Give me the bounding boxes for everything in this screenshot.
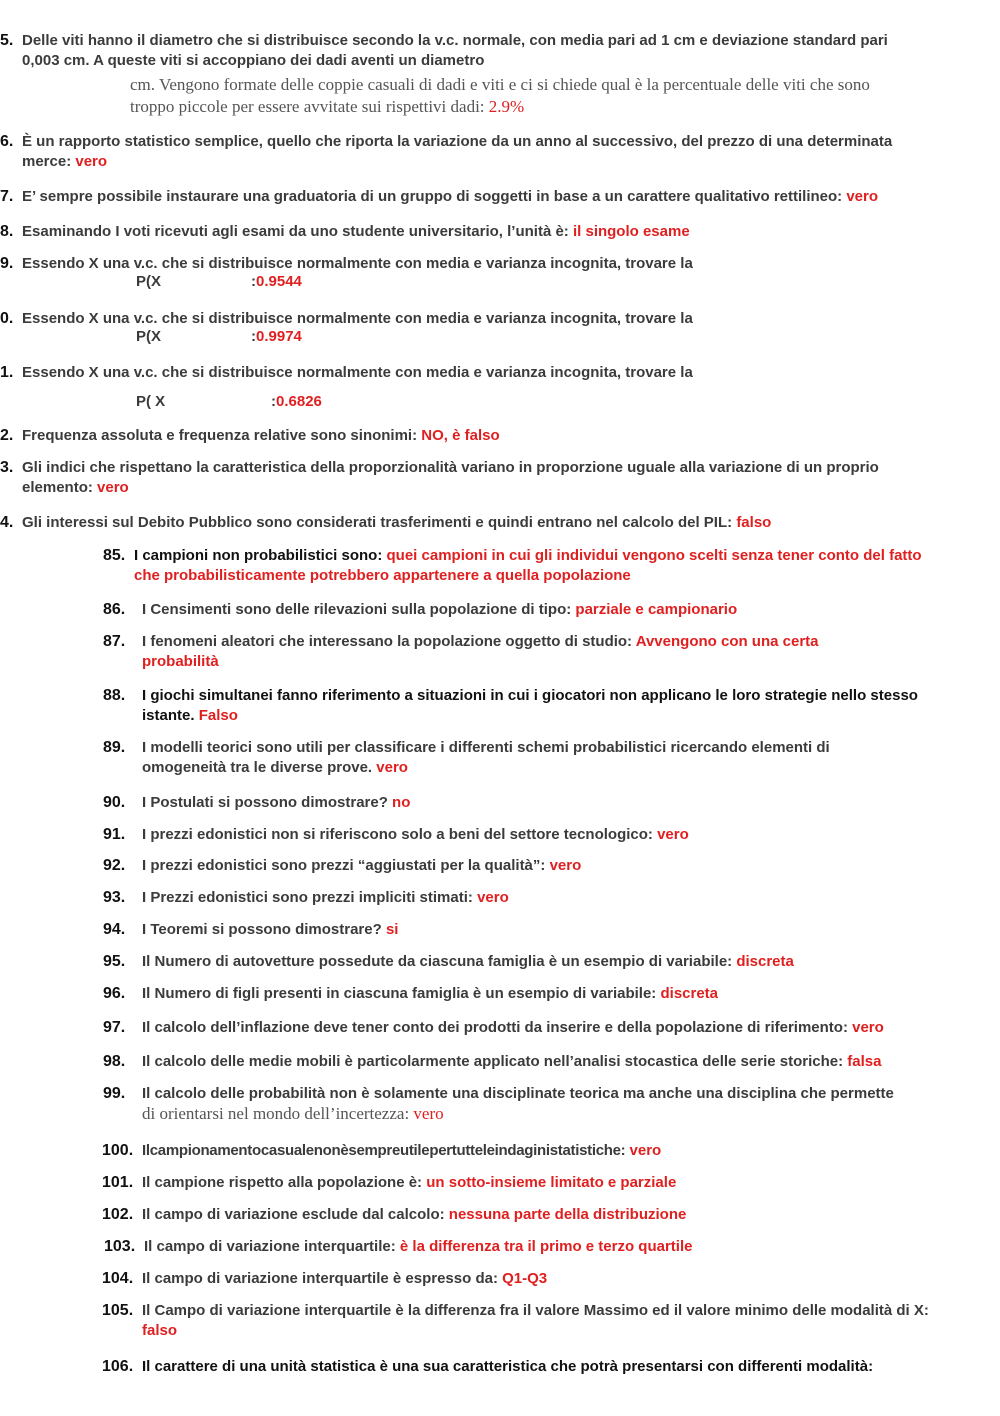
question-text: Il campo di variazione interquartile è espresso da: xyxy=(142,1270,498,1287)
answer: vero xyxy=(852,1019,884,1036)
question-text: I Postulati si possono dimostrare? xyxy=(142,794,388,811)
question-number: 1. xyxy=(0,364,14,381)
question-number: 105. xyxy=(102,1302,134,1319)
question-text: E’ sempre possibile instaurare una graduatoria di un gruppo di soggetti in base a un carattere qualitativo rettilineo: xyxy=(22,188,843,205)
question-text: I Censimenti sono delle rilevazioni sulla popolazione di tipo: xyxy=(142,601,572,618)
probability-expression: P(X xyxy=(136,273,162,290)
question-number: 0. xyxy=(0,310,14,327)
question-85 xyxy=(103,546,934,586)
question-97 xyxy=(103,1018,962,1038)
question-11-formula xyxy=(136,393,165,410)
question-number: 91. xyxy=(103,826,126,843)
question-text: Il carattere di una unità statistica è una sua caratteristica che potrà presentarsi con differenti modalità: xyxy=(142,1358,874,1375)
question-number: 101. xyxy=(102,1174,134,1191)
answer: un sotto-insieme limitato e parziale xyxy=(426,1174,677,1191)
question-number: 103. xyxy=(104,1238,136,1255)
question-text: Il Numero di autovetture possedute da ciascuna famiglia è un esempio di variabile: xyxy=(142,953,733,970)
answer: vero xyxy=(629,1142,662,1159)
answer: vero xyxy=(413,1104,444,1123)
question-104 xyxy=(102,1269,962,1289)
question-text: Essendo X una v.c. che si distribuisce normalmente con media e varianza incognita, trovare la xyxy=(22,310,693,327)
question-14 xyxy=(0,513,982,533)
question-text: I giochi simultanei fanno riferimento a situazioni in cui i giocatori non applicano le loro strategie nello stesso istante. xyxy=(142,687,918,724)
question-number: 88. xyxy=(103,687,126,704)
question-number: 99. xyxy=(103,1085,126,1102)
question-98 xyxy=(103,1052,962,1072)
probability-expression: P( X xyxy=(136,393,166,410)
question-9-answer xyxy=(251,273,302,290)
answer: falso xyxy=(736,514,772,531)
question-6 xyxy=(0,132,922,172)
question-text: Il Campo di variazione interquartile è la differenza fra il valore Massimo ed il valore minimo delle modalità di X: xyxy=(142,1302,929,1319)
question-number: 8. xyxy=(0,223,14,240)
question-number: 100. xyxy=(102,1142,134,1159)
colon: : xyxy=(251,273,256,290)
question-8 xyxy=(0,222,982,242)
question-text: I prezzi edonistici non si riferiscono solo a beni del settore tecnologico: xyxy=(142,826,653,843)
question-text: I modelli teorici sono utili per classificare i differenti schemi probabilistici ricercando elementi di omogeneità tra le diverse prove. xyxy=(142,739,830,776)
question-5 xyxy=(0,31,922,71)
answer: parziale e campionario xyxy=(575,601,738,618)
question-101 xyxy=(102,1173,962,1193)
answer: vero xyxy=(846,188,879,205)
answer: discreta xyxy=(736,953,794,970)
question-13 xyxy=(0,458,902,498)
probability-expression: P(X xyxy=(136,328,162,345)
answer: nessuna parte della distribuzione xyxy=(448,1206,687,1223)
colon: : xyxy=(251,328,256,345)
question-number: 86. xyxy=(103,601,126,618)
answer: vero xyxy=(97,479,129,496)
question-text: I fenomeni aleatori che interessano la popolazione oggetto di studio: xyxy=(142,633,633,650)
question-text: I Teoremi si possono dimostrare? xyxy=(142,921,382,938)
question-number: 96. xyxy=(103,985,126,1002)
question-100 xyxy=(102,1141,962,1161)
question-number: 7. xyxy=(0,188,14,205)
question-7 xyxy=(0,187,982,207)
answer: vero xyxy=(477,889,509,906)
question-number: 104. xyxy=(102,1270,134,1287)
answer: 0.6826 xyxy=(276,393,322,410)
question-91 xyxy=(103,825,942,845)
question-text: Delle viti hanno il diametro che si distribuisce secondo la v.c. normale, con media pari ad 1 cm e deviazione standard pari 0,003 cm. A queste viti si accoppiano dei dadi aventi un diametro xyxy=(22,32,888,69)
question-text: I campioni non probabilistici sono: xyxy=(134,547,383,564)
question-103 xyxy=(104,1237,964,1257)
question-99 xyxy=(103,1084,962,1104)
question-99-continuation xyxy=(142,1103,942,1125)
question-12 xyxy=(0,426,982,446)
question-text: I prezzi edonistici sono prezzi “aggiustati per la qualità”: xyxy=(142,857,546,874)
question-90 xyxy=(103,793,942,813)
question-87 xyxy=(103,632,882,672)
question-number: 102. xyxy=(102,1206,134,1223)
question-text: Gli interessi sul Debito Pubblico sono considerati trasferimenti e quindi entrano nel calcolo del PIL: xyxy=(22,514,733,531)
answer: quei campioni in cui gli individui vengono scelti senza tener conto del fatto che probabilisticamente potrebbero appartenere a quella popolazione xyxy=(134,547,922,584)
question-number: 90. xyxy=(103,794,126,811)
question-text: Il campione rispetto alla popolazione è: xyxy=(142,1174,423,1191)
answer: è la differenza tra il primo e terzo quartile xyxy=(399,1238,693,1255)
question-89 xyxy=(103,738,902,778)
colon: : xyxy=(271,393,276,410)
question-86 xyxy=(103,600,942,620)
question-text: Il Numero di figli presenti in ciascuna famiglia è un esempio di variabile: xyxy=(142,985,657,1002)
question-text: Il calcolo delle medie mobili è particolarmente applicato nell’analisi stocastica delle serie storiche: xyxy=(142,1053,844,1070)
question-text: I Prezzi edonistici sono prezzi impliciti stimati: xyxy=(142,889,473,906)
question-11-answer xyxy=(271,393,322,410)
question-5-continuation xyxy=(130,74,910,118)
answer: si xyxy=(385,921,399,938)
question-93 xyxy=(103,888,942,908)
answer: NO, è falso xyxy=(421,427,500,444)
answer: 0.9974 xyxy=(256,328,302,345)
question-96 xyxy=(103,984,942,1004)
question-text: Essendo X una v.c. che si distribuisce normalmente con media e varianza incognita, trovare la xyxy=(22,255,693,272)
question-number: 9. xyxy=(0,255,14,272)
answer: no xyxy=(392,794,411,811)
answer: Falso xyxy=(198,707,238,724)
answer: discreta xyxy=(660,985,719,1002)
question-10-answer xyxy=(251,328,302,345)
question-106 xyxy=(102,1357,962,1377)
answer: 0.9544 xyxy=(256,273,302,290)
answer: vero xyxy=(657,826,689,843)
question-102 xyxy=(102,1205,962,1225)
answer: falso xyxy=(142,1322,178,1339)
answer: vero xyxy=(549,857,582,874)
question-number: 89. xyxy=(103,739,126,756)
question-text: Il campo di variazione esclude dal calcolo: xyxy=(142,1206,445,1223)
question-text-continued: di orientarsi nel mondo dell’incertezza: xyxy=(142,1104,410,1123)
question-number: 2. xyxy=(0,427,14,444)
answer: Avvengono con una certa probabilità xyxy=(142,633,819,670)
question-number: 98. xyxy=(103,1053,126,1070)
question-number: 6. xyxy=(0,133,14,150)
question-10 xyxy=(0,309,982,329)
question-number: 92. xyxy=(103,857,126,874)
question-94 xyxy=(103,920,942,940)
question-11 xyxy=(0,363,982,383)
question-text: È un rapporto statistico semplice, quello che riporta la variazione da un anno al successivo, del prezzo di una determinata merce: xyxy=(22,133,893,170)
question-text-continued: cm. Vengono formate delle coppie casuali di dadi e viti e ci si chiede qual è la percentuale delle viti che sono troppo piccole per essere avvitate sui rispettivi dadi: xyxy=(130,75,870,116)
question-10-formula xyxy=(136,328,161,345)
answer: il singolo esame xyxy=(572,223,690,240)
question-92 xyxy=(103,856,942,876)
question-number: 97. xyxy=(103,1019,126,1036)
question-number: 3. xyxy=(0,459,14,476)
answer: vero xyxy=(376,759,408,776)
question-number: 85. xyxy=(103,547,126,564)
question-number: 106. xyxy=(102,1358,134,1375)
question-number: 93. xyxy=(103,889,126,906)
question-text: Il campo di variazione interquartile: xyxy=(144,1238,396,1255)
answer: vero xyxy=(75,153,108,170)
question-text: Ilcampionamentocasualenonèsempreutilepertutteleindaginistatistiche: xyxy=(142,1142,626,1159)
answer: Q1-Q3 xyxy=(502,1270,548,1287)
question-number: 94. xyxy=(103,921,126,938)
question-number: 87. xyxy=(103,633,126,650)
question-text: Esaminando I voti ricevuti agli esami da uno studente universitario, l’unità è: xyxy=(22,223,569,240)
question-text: Gli indici che rispettano la caratteristica della proporzionalità variano in proporzione uguale alla variazione di un proprio elemento: xyxy=(22,459,879,496)
question-105 xyxy=(102,1301,942,1341)
question-number: 95. xyxy=(103,953,126,970)
question-text: Il calcolo delle probabilità non è solamente una disciplinate teorica ma anche una disciplina che permette xyxy=(142,1085,894,1102)
question-text: Il calcolo dell’inflazione deve tener conto dei prodotti da inserire e della popolazione di riferimento: xyxy=(142,1019,848,1036)
question-number: 5. xyxy=(0,32,14,49)
question-88 xyxy=(103,686,932,726)
question-95 xyxy=(103,952,942,972)
question-number: 4. xyxy=(0,514,14,531)
answer: 2.9% xyxy=(488,97,525,116)
answer: falsa xyxy=(847,1053,882,1070)
question-9 xyxy=(0,254,982,274)
question-text: Essendo X una v.c. che si distribuisce normalmente con media e varianza incognita, trovare la xyxy=(22,364,693,381)
question-9-formula xyxy=(136,273,161,290)
question-text: Frequenza assoluta e frequenza relative sono sinonimi: xyxy=(22,427,418,444)
